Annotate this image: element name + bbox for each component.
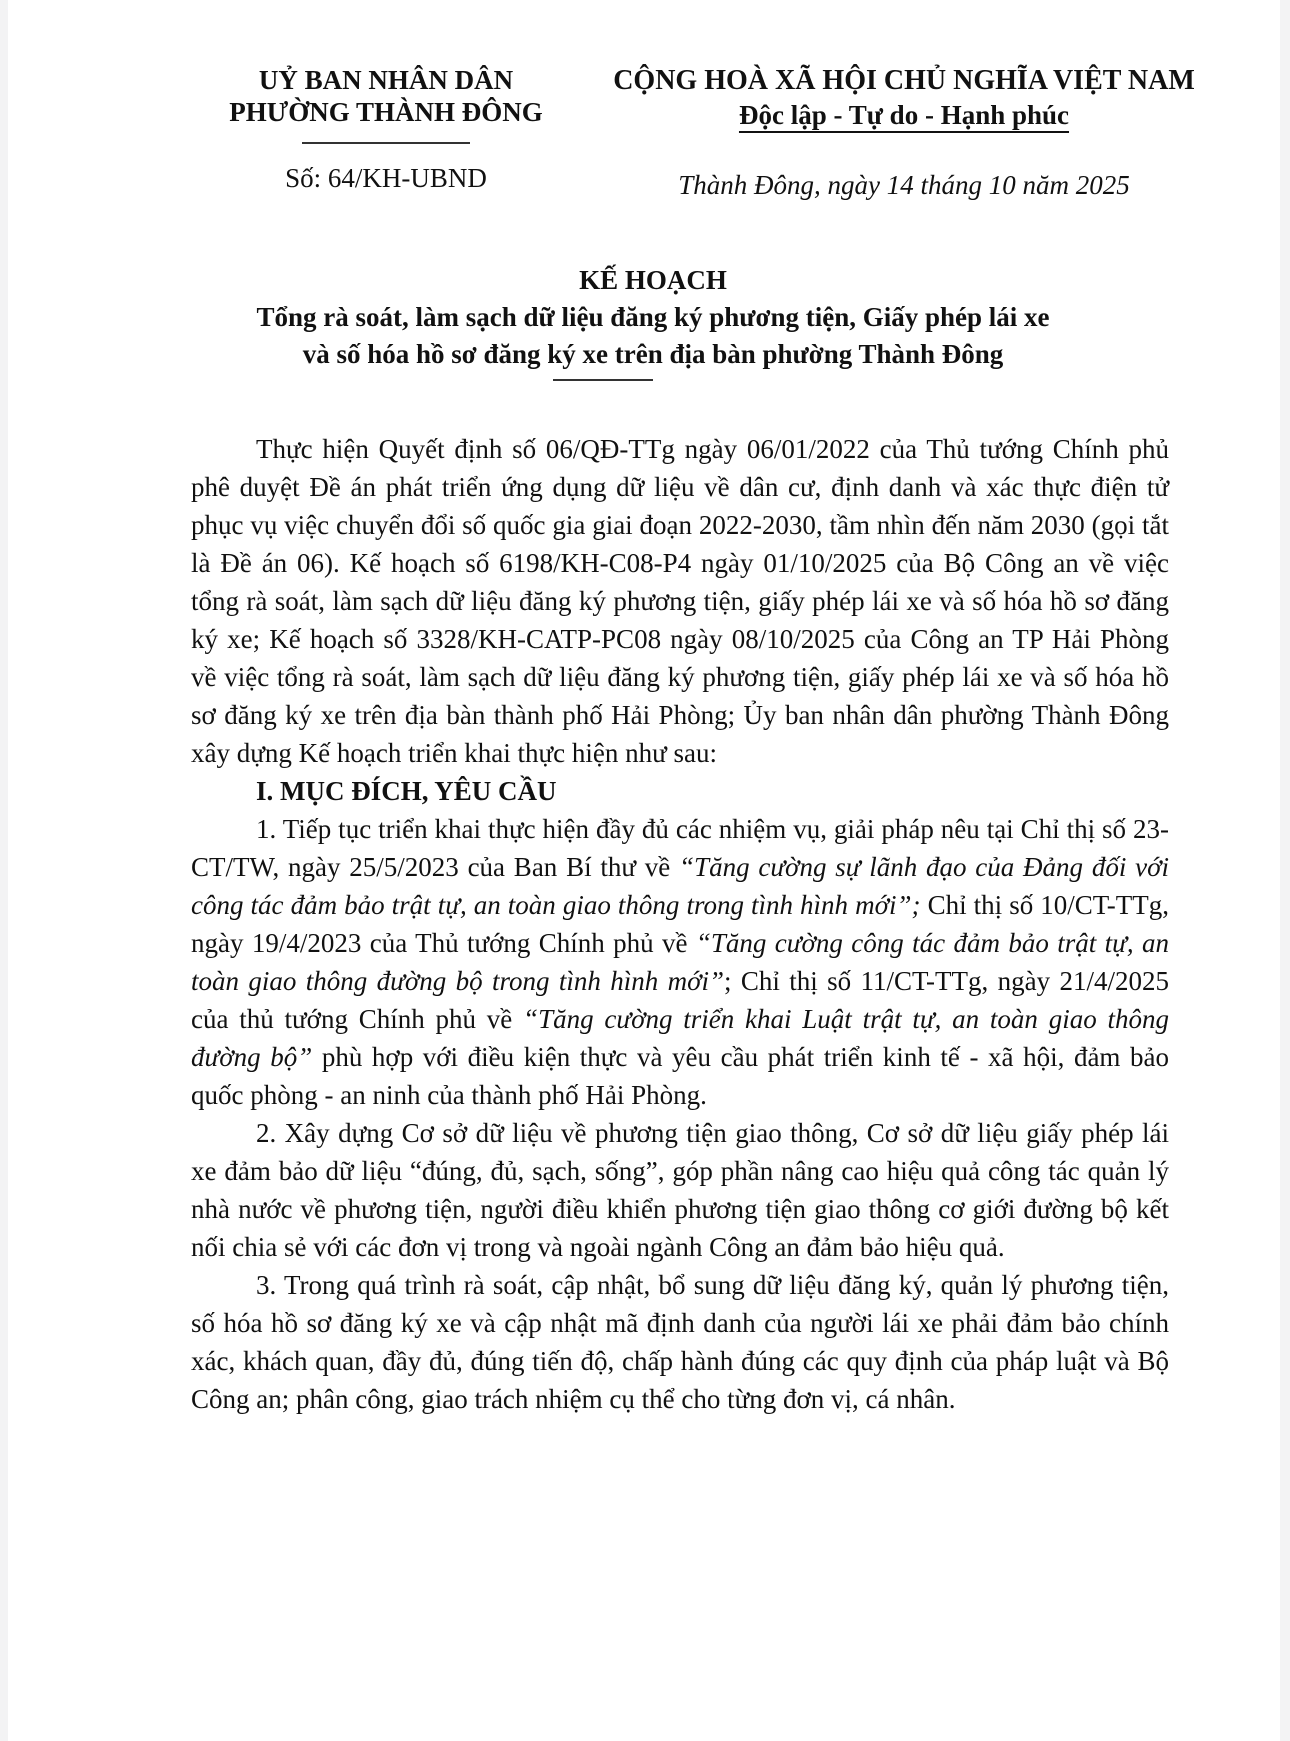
issuing-authority-block [196, 64, 576, 194]
authority-line-2: PHƯỜNG THÀNH ĐÔNG [229, 97, 543, 127]
place-and-date: Thành Đông, ngày 14 tháng 10 năm 2025 [678, 170, 1130, 200]
item-1-text-c: ; Chỉ thị số 11/CT-TTg, ngày 21/4/2025 của thủ tướng Chính phủ về [191, 966, 1169, 1034]
section-heading: I. MỤC ĐÍCH, YÊU CẦU [256, 776, 557, 806]
intro-paragraph: Thực hiện Quyết định số 06/QĐ-TTg ngày 06/01/2022 của Thủ tướng Chính phủ phê duyệt Đề án phát triển ứng dụng dữ liệu về dân cư, định danh và xác thực điện tử phục vụ việc chuyển đổi số quốc gia giai đoạn 2022-2030, tầm nhìn đến năm 2030 (gọi tắt là Đề án 06). Kế hoạch số 6198/KH-C08-P4 ngày 01/10/2025 của Bộ Công an về việc tổng rà soát, làm sạch dữ liệu đăng ký phương tiện, giấy phép lái xe và số hóa hồ sơ đăng ký xe; Kế hoạch số 3328/KH-CATP-PC08 ngày 08/10/2025 của Công an TP Hải Phòng về việc tổng rà soát, làm sạch dữ liệu đăng ký phương tiện, giấy phép lái xe và số hóa hồ sơ đăng ký xe trên địa bàn thành phố Hải Phòng; Ủy ban nhân dân phường Thành Đông xây dựng Kế hoạch triển khai thực hiện như sau: [191, 434, 1169, 768]
item-2-paragraph: 2. Xây dựng Cơ sở dữ liệu về phương tiện giao thông, Cơ sở dữ liệu giấy phép lái xe đảm bảo dữ liệu “đúng, đủ, sạch, sống”, góp phần nâng cao hiệu quả công tác quản lý nhà nước về phương tiện, người điều khiển phương tiện giao thông cơ giới đường bộ kết nối chia sẻ với các đơn vị trong và ngoài ngành Công an đảm bảo hiệu quả. [191, 1118, 1169, 1262]
item-1-text-d: phù hợp với điều kiện thực và yêu cầu phát triển kinh tế - xã hội, đảm bảo quốc phòng - an ninh của thành phố Hải Phòng. [191, 1042, 1170, 1110]
item-1-quote-1: “Tăng cường sự lãnh đạo của Đảng đối với công tác đảm bảo trật tự, an toàn giao thông trong tình hình mới”; [191, 852, 1169, 920]
document-type: KẾ HOẠCH [579, 265, 727, 295]
authority-divider [302, 142, 470, 144]
document-number: Số: 64/KH-UBND [285, 163, 487, 193]
item-1-text-b: Chỉ thị số 10/CT-TTg, ngày 19/4/2023 của Thủ tướng Chính phủ về [191, 890, 1169, 958]
item-1-quote-3: “Tăng cường triển khai Luật trật tự, an toàn giao thông đường bộ” [191, 1004, 1169, 1072]
country-name: CỘNG HOÀ XÃ HỘI CHỦ NGHĨA VIỆT NAM [613, 65, 1195, 96]
document-page [8, 0, 1280, 1741]
item-1-quote-2: “Tăng cường công tác đảm bảo trật tự, an toàn giao thông đường bộ trong tình hình mới” [191, 928, 1169, 996]
document-title-block [188, 262, 1118, 381]
title-divider [553, 379, 653, 381]
authority-line-1: UỶ BAN NHÂN DÂN [258, 65, 514, 95]
document-subject-line-2: và số hóa hồ sơ đăng ký xe trên địa bàn phường Thành Đông [302, 339, 1004, 369]
item-1-text-a: 1. Tiếp tục triển khai thực hiện đầy đủ các nhiệm vụ, giải pháp nêu tại Chỉ thị số 23-CT/TW, ngày 25/5/2023 của Ban Bí thư về [191, 814, 1169, 882]
national-motto: Độc lập - Tự do - Hạnh phúc [738, 100, 1070, 130]
item-1-paragraph [191, 810, 1169, 1114]
national-header-block [592, 64, 1216, 202]
document-body [191, 430, 1169, 1418]
document-subject-line-1: Tổng rà soát, làm sạch dữ liệu đăng ký phương tiện, Giấy phép lái xe [256, 302, 1050, 332]
item-3-paragraph: 3. Trong quá trình rà soát, cập nhật, bổ sung dữ liệu đăng ký, quản lý phương tiện, số hóa hồ sơ đăng ký xe và cập nhật mã định danh của người lái xe phải đảm bảo chính xác, khách quan, đầy đủ, đúng tiến độ, chấp hành đúng các quy định của pháp luật và Bộ Công an; phân công, giao trách nhiệm cụ thể cho từng đơn vị, cá nhân. [191, 1270, 1169, 1414]
